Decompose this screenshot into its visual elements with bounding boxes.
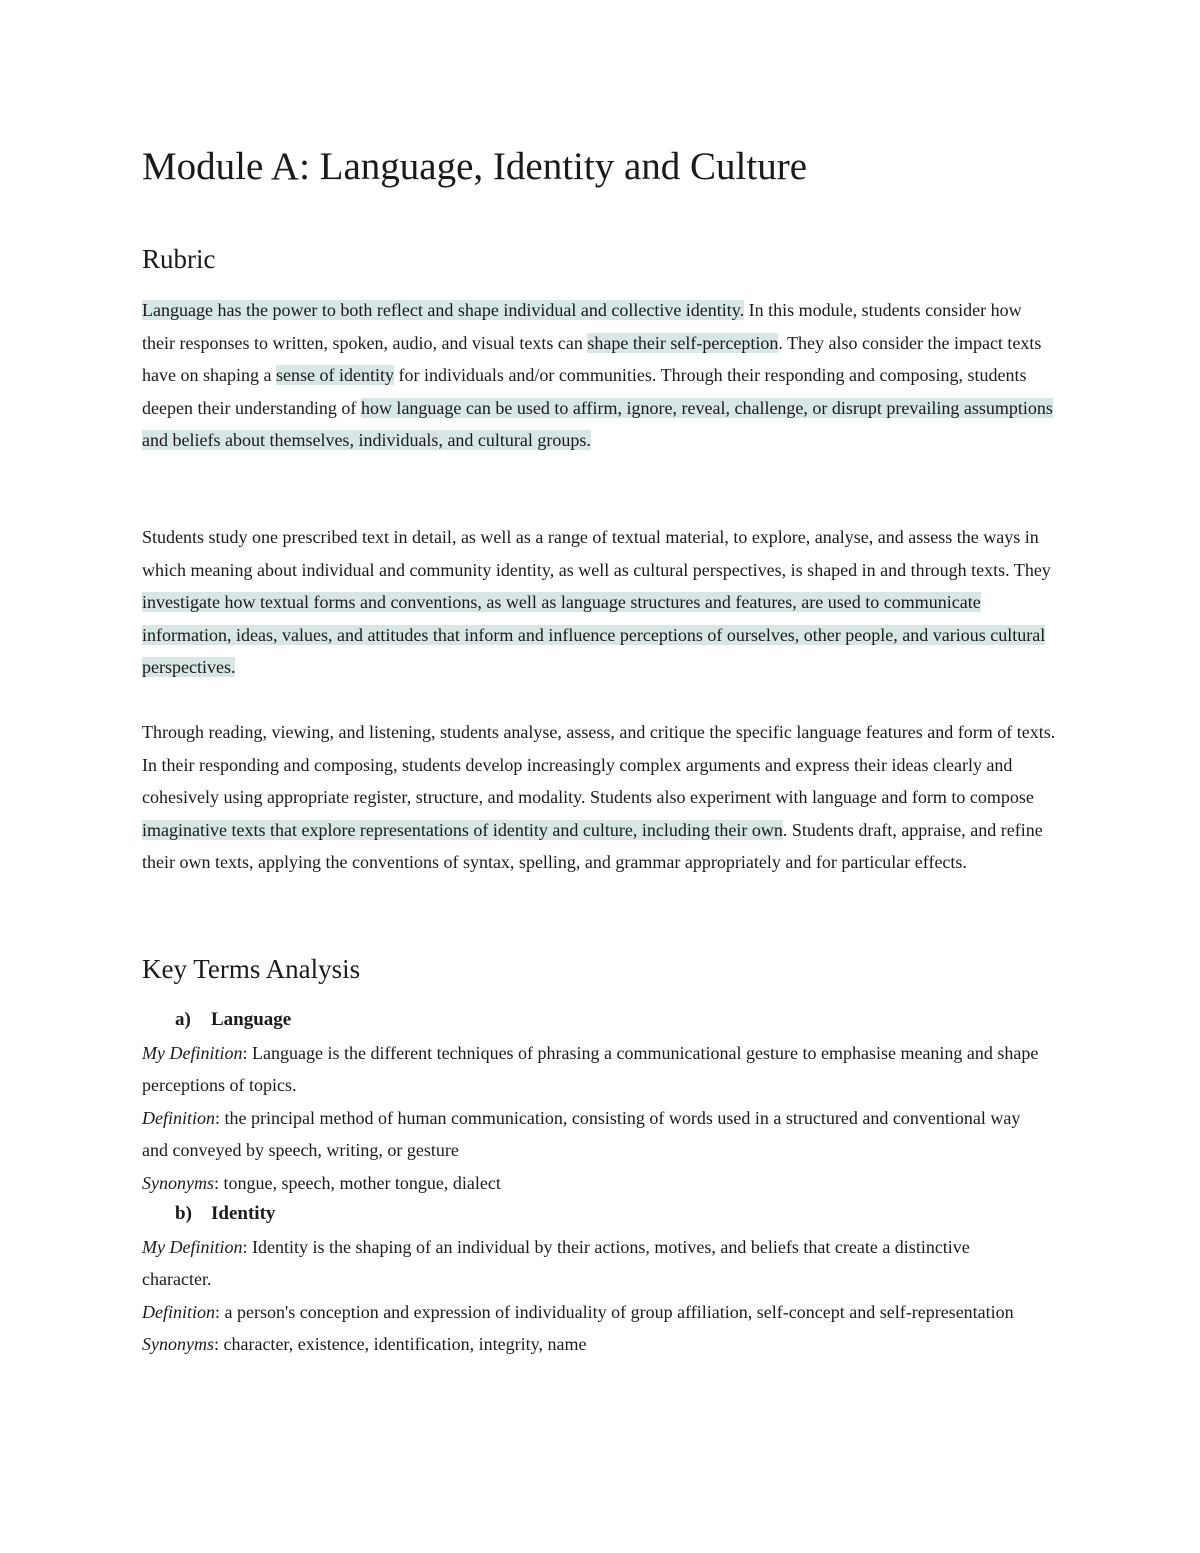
text-run: Through reading, viewing, and listening, students analyse, assess, and critique the specific language features and form of texts. In their responding and composing, students develop increasingly complex arguments and express their ideas clearly and cohesively using appropriate register, structure, and modality. Students also experiment with language and form to compose	[142, 722, 1056, 808]
definition	[142, 1102, 1042, 1167]
my-definition-text: : Language is the different techniques of phrasing a communicational gesture to emphasise meaning and shape perceptions of topics.	[142, 1043, 1039, 1096]
my-definition-label: My Definition	[142, 1043, 243, 1063]
term-definitions-identity	[142, 1231, 1042, 1361]
key-terms-heading: Key Terms Analysis	[142, 954, 361, 984]
highlighted-text: Language has the power to both reflect and shape individual and collective identity.	[142, 300, 745, 320]
text-run: . They also consider the impact texts have on shaping a	[142, 332, 1042, 386]
highlighted-text: shape their self-perception	[587, 332, 779, 353]
definition	[142, 1296, 1042, 1328]
term-name: Language	[211, 1009, 292, 1030]
highlighted-text: investigate how textual forms and conventions, as well as language structures and features, are used to communicate information, ideas, values, and attitudes that inform and influence perceptions of ourselves, other people, and various cultural perspectives.	[142, 592, 1046, 678]
rubric-paragraph-1	[142, 294, 1057, 457]
text-run: . Students draft, appraise, and refine their own texts, applying the conventions of syntax, spelling, and grammar appropriately and for particular effects.	[142, 819, 1043, 873]
text-run: In this module, students consider how their responses to written, spoken, audio, and visual texts can	[142, 300, 1022, 353]
term-letter: a)	[175, 1009, 191, 1030]
rubric-paragraph-2	[142, 521, 1057, 684]
my-definition	[142, 1231, 1042, 1296]
definition-text: : the principal method of human communication, consisting of words used in a structured and conventional way and conveyed by speech, writing, or gesture	[142, 1107, 1021, 1161]
definition-label: Definition	[142, 1107, 215, 1128]
text-run: Students study one prescribed text in detail, as well as a range of textual material, to explore, analyse, and assess the ways in which meaning about individual and community identity, as well as cultural perspectives, is shaped in and through texts. They	[142, 527, 1051, 580]
rubric-heading: Rubric	[142, 244, 216, 274]
term-heading-identity	[175, 1199, 275, 1229]
term-letter: b)	[175, 1203, 192, 1224]
my-definition	[142, 1037, 1042, 1102]
my-definition-text: : Identity is the shaping of an individual by their actions, motives, and beliefs that create a distinctive character.	[142, 1237, 970, 1290]
text-run: for individuals and/or communities. Through their responding and composing, students deepen their understanding of	[142, 365, 1027, 418]
rubric-paragraph-3	[142, 716, 1057, 879]
highlighted-text: how language can be used to affirm, ignore, reveal, challenge, or disrupt prevailing assumptions and beliefs about themselves, individuals, and cultural groups.	[142, 397, 1053, 451]
synonyms	[142, 1167, 1042, 1199]
term-name: Identity	[211, 1203, 276, 1224]
my-definition-label: My Definition	[142, 1237, 243, 1257]
term-heading-language	[175, 1005, 291, 1035]
highlighted-text: imaginative texts that explore representations of identity and culture, including their own	[142, 819, 783, 840]
synonyms-text: : character, existence, identification, integrity, name	[213, 1334, 587, 1355]
definition-label: Definition	[142, 1301, 215, 1322]
synonyms-label: Synonyms	[142, 1334, 214, 1355]
highlighted-text: sense of identity	[275, 365, 394, 386]
page-title: Module A: Language, Identity and Culture	[142, 145, 808, 188]
synonyms	[142, 1328, 1042, 1360]
definition-text: : a person's conception and expression of individuality of group affiliation, self-concept and self-representation	[215, 1301, 1014, 1322]
synonyms-label: Synonyms	[142, 1172, 214, 1193]
synonyms-text: : tongue, speech, mother tongue, dialect	[213, 1172, 501, 1193]
term-definitions-language	[142, 1037, 1042, 1199]
